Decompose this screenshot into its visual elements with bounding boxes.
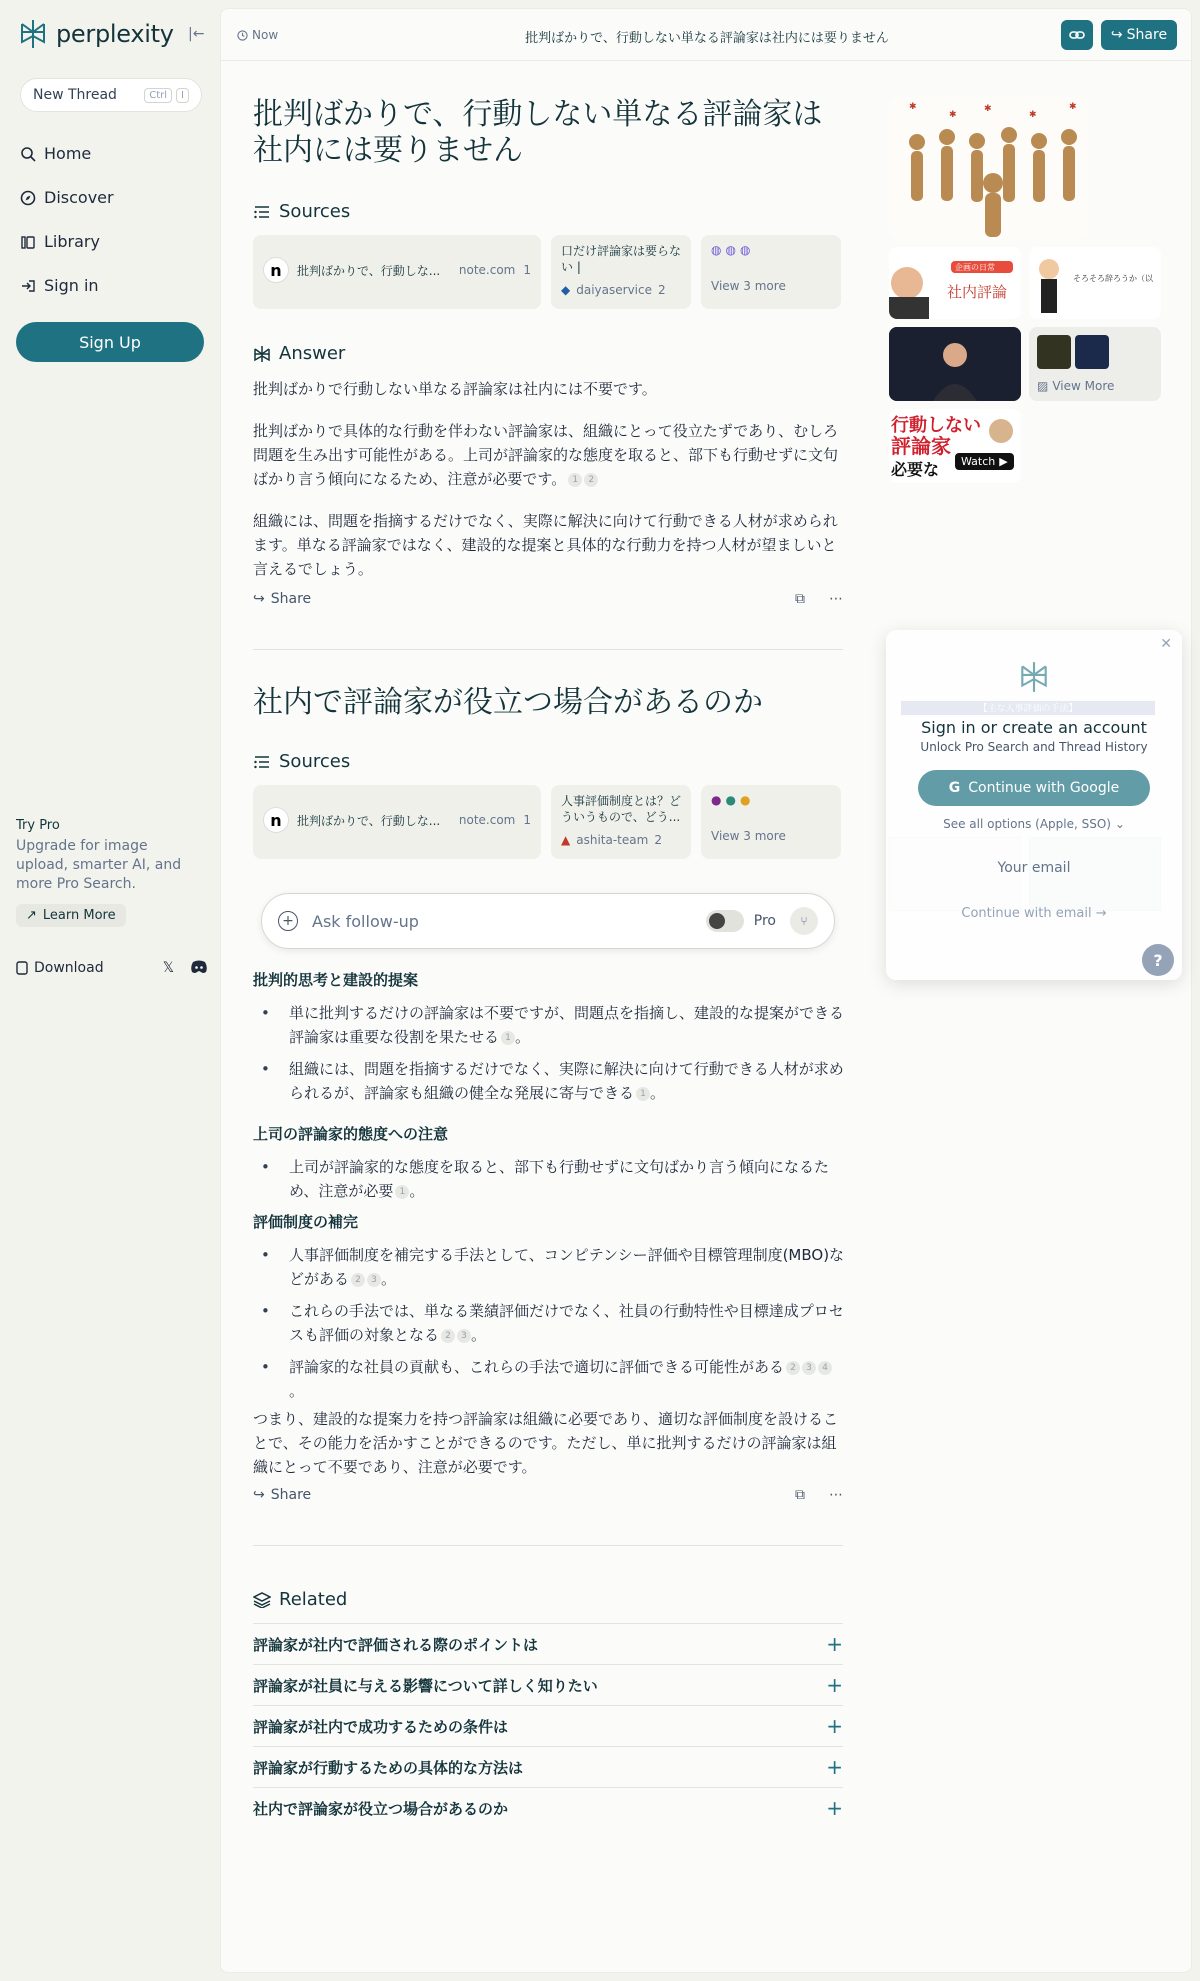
related-heading [253,1589,347,1610]
continue-with-google-button[interactable] [918,770,1150,806]
source-title: 人事評価制度とは？どういうもので、どう... [561,794,681,824]
citation[interactable]: 3 [802,1361,816,1375]
followup-input[interactable]: Ask follow-up [312,911,419,931]
source-card[interactable] [551,235,691,309]
try-pro-panel [16,818,196,927]
shortcut-keys [144,88,189,103]
source-site: daiyaservice [576,283,652,297]
answer-share-button[interactable] [253,1487,311,1503]
x-twitter-icon[interactable]: 𝕏 [162,960,174,976]
download-button[interactable] [16,960,104,976]
sources-heading [253,201,350,222]
thumb-text: 必要な [891,460,940,479]
related-item[interactable]: 評論家が行動するための具体的な方法は + [253,1746,843,1787]
answer-heading [253,343,345,364]
speaker-thumbnail [889,327,1021,401]
thumb-text: 社内評論 [947,283,1008,301]
sources-heading [253,751,350,772]
see-all-options-link[interactable]: See all options (Apple, SSO) ⌄ [943,817,1125,831]
source-title: 口だけ評論家は要らない | [561,244,681,274]
section-heading: 上司の評論家的態度への注意 [253,1125,449,1143]
perplexity-logo-icon [18,18,48,50]
source-title: 批判ばかりで、行動しな... [297,813,441,828]
citation[interactable]: 2 [786,1361,800,1375]
sign-in-popup [886,630,1182,980]
answer-paragraph: つまり、建設的な提案力を持つ評論家は組織に必要であり、適切な評価制度を設けることで、その能力を活かすことができるのです。ただし、単に批判するだけの評論家は組織にとって不要であり、注意が必要です。 [253,1410,839,1476]
answer-paragraph: 組織には、問題を指摘するだけでなく、実際に解決に向けて行動できる人材が求められます。単なる評論家ではなく、建設的な提案と具体的な行動力を持つ人材が望ましいと言えるでしょう。 [253,512,838,578]
divider [253,649,843,650]
share-button[interactable] [1101,20,1177,50]
related-item[interactable]: 社内で評論家が役立つ場合があるのか + [253,1787,843,1828]
media-video[interactable] [889,409,1021,483]
share-icon: ↪ [253,591,265,607]
phone-icon [16,961,28,975]
favicon-icon: ● [711,793,722,807]
media-image-speaker[interactable] [889,327,1021,401]
list-item: • これらの手法では、単なる業績評価だけでなく、社員の行動特性や目標達成プロセスも評価の対象となる 2 3 。 [289,1299,845,1347]
source-title: 批判ばかりで、行動しな... [297,263,441,278]
citation[interactable]: 2 [351,1273,365,1287]
answer-label: Answer [279,343,346,364]
citation[interactable]: 1 [395,1185,409,1199]
plus-icon: + [826,1714,843,1738]
favicons [711,793,831,807]
note-logo-icon: n [263,257,289,283]
section-heading: 批判的思考と建設的提案 [253,971,419,989]
thread-title: 批判ばかりで、行動しない単なる評論家は社内には要りません [525,31,889,46]
list-item: • 組織には、問題を指摘するだけでなく、実際に解決に向けて行動できる人材が求められるが、評論家も組織の健全な発展に寄与できる 1 。 [289,1057,845,1105]
question-title: 批判ばかりで、行動しない単なる評論家は社内には要りません [253,97,823,168]
source-num: 2 [657,283,666,297]
plus-icon: + [826,1632,843,1656]
sidebar [0,0,220,1981]
source-card[interactable] [551,785,691,859]
question-title: 社内で評論家が役立つ場合があるのか [253,685,763,720]
more-icon[interactable]: ⋯ [829,1487,843,1503]
favicon-icon: ● [739,793,751,807]
character-thumbnail [1029,247,1161,319]
source-card[interactable] [253,785,541,859]
citation[interactable]: 3 [457,1329,471,1343]
note-logo-icon: n [263,807,289,833]
search-icon [20,146,36,162]
perplexity-logo-icon [1018,660,1050,694]
logo-text: perplexity [56,20,174,48]
daiyaservice-favicon-icon: ◆ [561,283,571,297]
sidebar-item-label: Library [44,232,100,251]
citation[interactable]: 3 [367,1273,381,1287]
related-stack-icon [253,1592,271,1608]
new-thread-button[interactable] [20,78,202,112]
logo[interactable] [18,18,174,50]
media-image-mannequins[interactable] [889,97,1089,239]
source-site: note.com [458,263,516,277]
copy-icon[interactable]: ⧉ [795,1487,805,1503]
answer-share-button[interactable] [253,591,311,607]
svg-text:✱: ✱ [949,110,957,120]
citation[interactable]: 1 [568,473,582,487]
thumb-text: そろそろ辞ろうか（以 [1073,274,1153,283]
source-num: 2 [654,833,662,847]
svg-text:✱: ✱ [984,104,992,114]
timestamp-label: Now [252,28,279,42]
thumb-small [1037,335,1071,369]
list-item: • 評論家的な社員の貢献も、これらの手法で適切に評価できる可能性がある 2 3 4。 [289,1355,845,1403]
ask-followup-box[interactable] [261,893,835,949]
sidebar-item-signin[interactable] [20,276,99,295]
answer-actions [253,591,843,607]
view-more-button[interactable] [1037,379,1114,393]
thumb-text: 評論家 [891,434,951,458]
thumb-small [1075,335,1109,369]
share-label: Share [1126,27,1168,43]
kbd-ctrl: Ctrl [144,88,172,103]
sidebar-item-library[interactable] [20,232,100,251]
google-icon: G [948,780,961,796]
try-pro-title: Try Pro [16,818,60,833]
download-label: Download [34,960,104,976]
list-item: • 人事評価制度を補完する手法として、コンピテンシー評価や目標管理制度(MBO)などがある 2 3 。 [289,1243,845,1291]
link-icon [1069,29,1085,41]
continue-with-email-button[interactable]: Continue with email → [961,906,1107,921]
pro-label: Pro [753,913,776,929]
sources-icon [253,754,271,770]
source-num: 1 [523,263,531,277]
watch-label: Watch [961,455,996,468]
globe-icon: ◍ [739,243,751,257]
view-more-label: View 3 more [711,829,786,843]
citation[interactable]: 1 [636,1087,650,1101]
sources-label: Sources [279,751,351,772]
sign-in-icon [20,278,36,294]
new-thread-label: New Thread [33,87,117,103]
share-label: Share [270,591,312,607]
pro-toggle[interactable] [706,910,744,932]
list-item: • 上司が評論家的な態度を取ると、部下も行動せずに文句ばかり言う傾向になるため、注意が必要 1 。 [289,1155,845,1203]
divider [253,1545,843,1546]
learn-more-label: Learn More [42,908,116,923]
image-icon: ▨ [1037,379,1049,393]
play-icon: ▶ [999,455,1008,468]
source-num: 1 [523,813,531,827]
source-site: note.com [458,813,516,827]
main-panel [220,8,1192,1973]
source-site: ashita-team [576,833,649,847]
copy-icon[interactable]: ⧉ [795,591,805,607]
try-pro-description: Upgrade for image upload, smarter AI, and more Pro Search. [16,838,182,892]
share-icon: ↪ [253,1487,265,1503]
sign-in-title: Sign in or create an account [921,718,1147,737]
sources-label: Sources [279,201,351,222]
sidebar-item-label: Discover [44,188,114,207]
citation[interactable]: 2 [441,1329,455,1343]
related-item[interactable]: 評論家が社内で評価される際のポイントは + [253,1623,843,1664]
more-icon[interactable]: ⋯ [829,591,843,607]
library-icon [20,234,36,250]
svg-text:✱: ✱ [1029,110,1037,120]
plus-icon: + [826,1673,843,1697]
copy-link-button[interactable] [1061,20,1093,50]
view-more-label: View 3 more [711,279,786,293]
list-item: • 単に批判するだけの評論家は不要ですが、問題点を指摘し、建設的な提案ができる評論家は重要な役割を果たせる 1 。 [289,1001,845,1049]
learn-more-button[interactable] [16,904,126,927]
kbd-i: I [176,88,189,103]
submit-button[interactable]: ⑂ [790,907,818,935]
citation[interactable]: 2 [584,473,598,487]
thumb-text: 行動しない [891,415,981,436]
compass-icon [20,190,36,206]
sidebar-item-label: Sign in [44,276,99,295]
video-thumbnail [889,409,1021,483]
arrow-up-right-icon: ↗ [26,908,37,923]
perplexity-answer-icon [253,345,271,363]
attach-plus-icon[interactable]: + [278,911,298,931]
critic-thumbnail [889,247,1021,319]
view-more-label: View More [1052,379,1115,393]
mannequins-image [889,97,1089,239]
svg-text:✱: ✱ [1069,102,1077,112]
plus-icon: + [826,1755,843,1779]
sidebar-item-label: Home [44,144,92,163]
ashita-team-favicon-icon: ▲ [561,833,571,847]
share-label: Share [270,1487,312,1503]
close-icon[interactable]: ✕ [1160,636,1172,652]
sign-up-button[interactable]: Sign Up [16,322,204,362]
sources-icon [253,204,271,220]
favicons [711,243,831,257]
thread-header [221,9,1192,61]
favicon-icon: ● [725,793,736,807]
media-image-critic[interactable] [889,247,1021,319]
google-label: Continue with Google [968,780,1120,796]
watch-button[interactable] [955,453,1014,470]
citation[interactable]: 4 [818,1361,832,1375]
sidebar-item-discover[interactable] [20,188,114,207]
plus-icon: + [826,1796,843,1820]
share-icon: ↪ [1110,27,1123,43]
collapse-sidebar-icon[interactable]: |← [188,26,205,42]
thumb-tag: 企画の日常 [955,263,995,272]
view-more-sources[interactable] [701,785,841,859]
sign-in-subtitle: Unlock Pro Search and Thread History [920,740,1148,754]
sidebar-bottom [16,960,208,976]
social-links [163,960,208,976]
related-label: Related [279,1589,348,1610]
view-more-sources[interactable] [701,235,841,309]
discord-icon[interactable] [190,960,208,974]
section-heading: 評価制度の補完 [253,1213,359,1231]
globe-icon: ◍ [725,243,736,257]
related-item[interactable]: 評論家が社員に与える影響について詳しく知りたい + [253,1664,843,1705]
answer-actions [253,1487,843,1503]
source-card[interactable] [253,235,541,309]
answer-paragraph: 批判ばかりで行動しない単なる評論家は社内には不要です。 [253,380,657,398]
answer-paragraph: 批判ばかりで具体的な行動を伴わない評論家は、組織にとって役立たずであり、むしろ問題を生み出す可能性がある。上司が評論家的な態度を取ると、部下も行動せずに文句ばかり言う傾向になるため、注意が必要です。 1 2 [253,422,839,488]
media-image-character[interactable] [1029,247,1161,319]
globe-icon: ◍ [711,243,722,257]
chevron-down-icon: ⌄ [1114,817,1125,831]
sidebar-item-home[interactable] [20,144,91,163]
help-button[interactable]: ? [1142,944,1174,976]
svg-text:✱: ✱ [909,102,917,112]
citation[interactable]: 1 [501,1031,515,1045]
related-item[interactable]: 評論家が社内で成功するための条件は + [253,1705,843,1746]
media-view-more[interactable] [1029,327,1161,401]
email-input[interactable]: Your email [997,860,1071,876]
